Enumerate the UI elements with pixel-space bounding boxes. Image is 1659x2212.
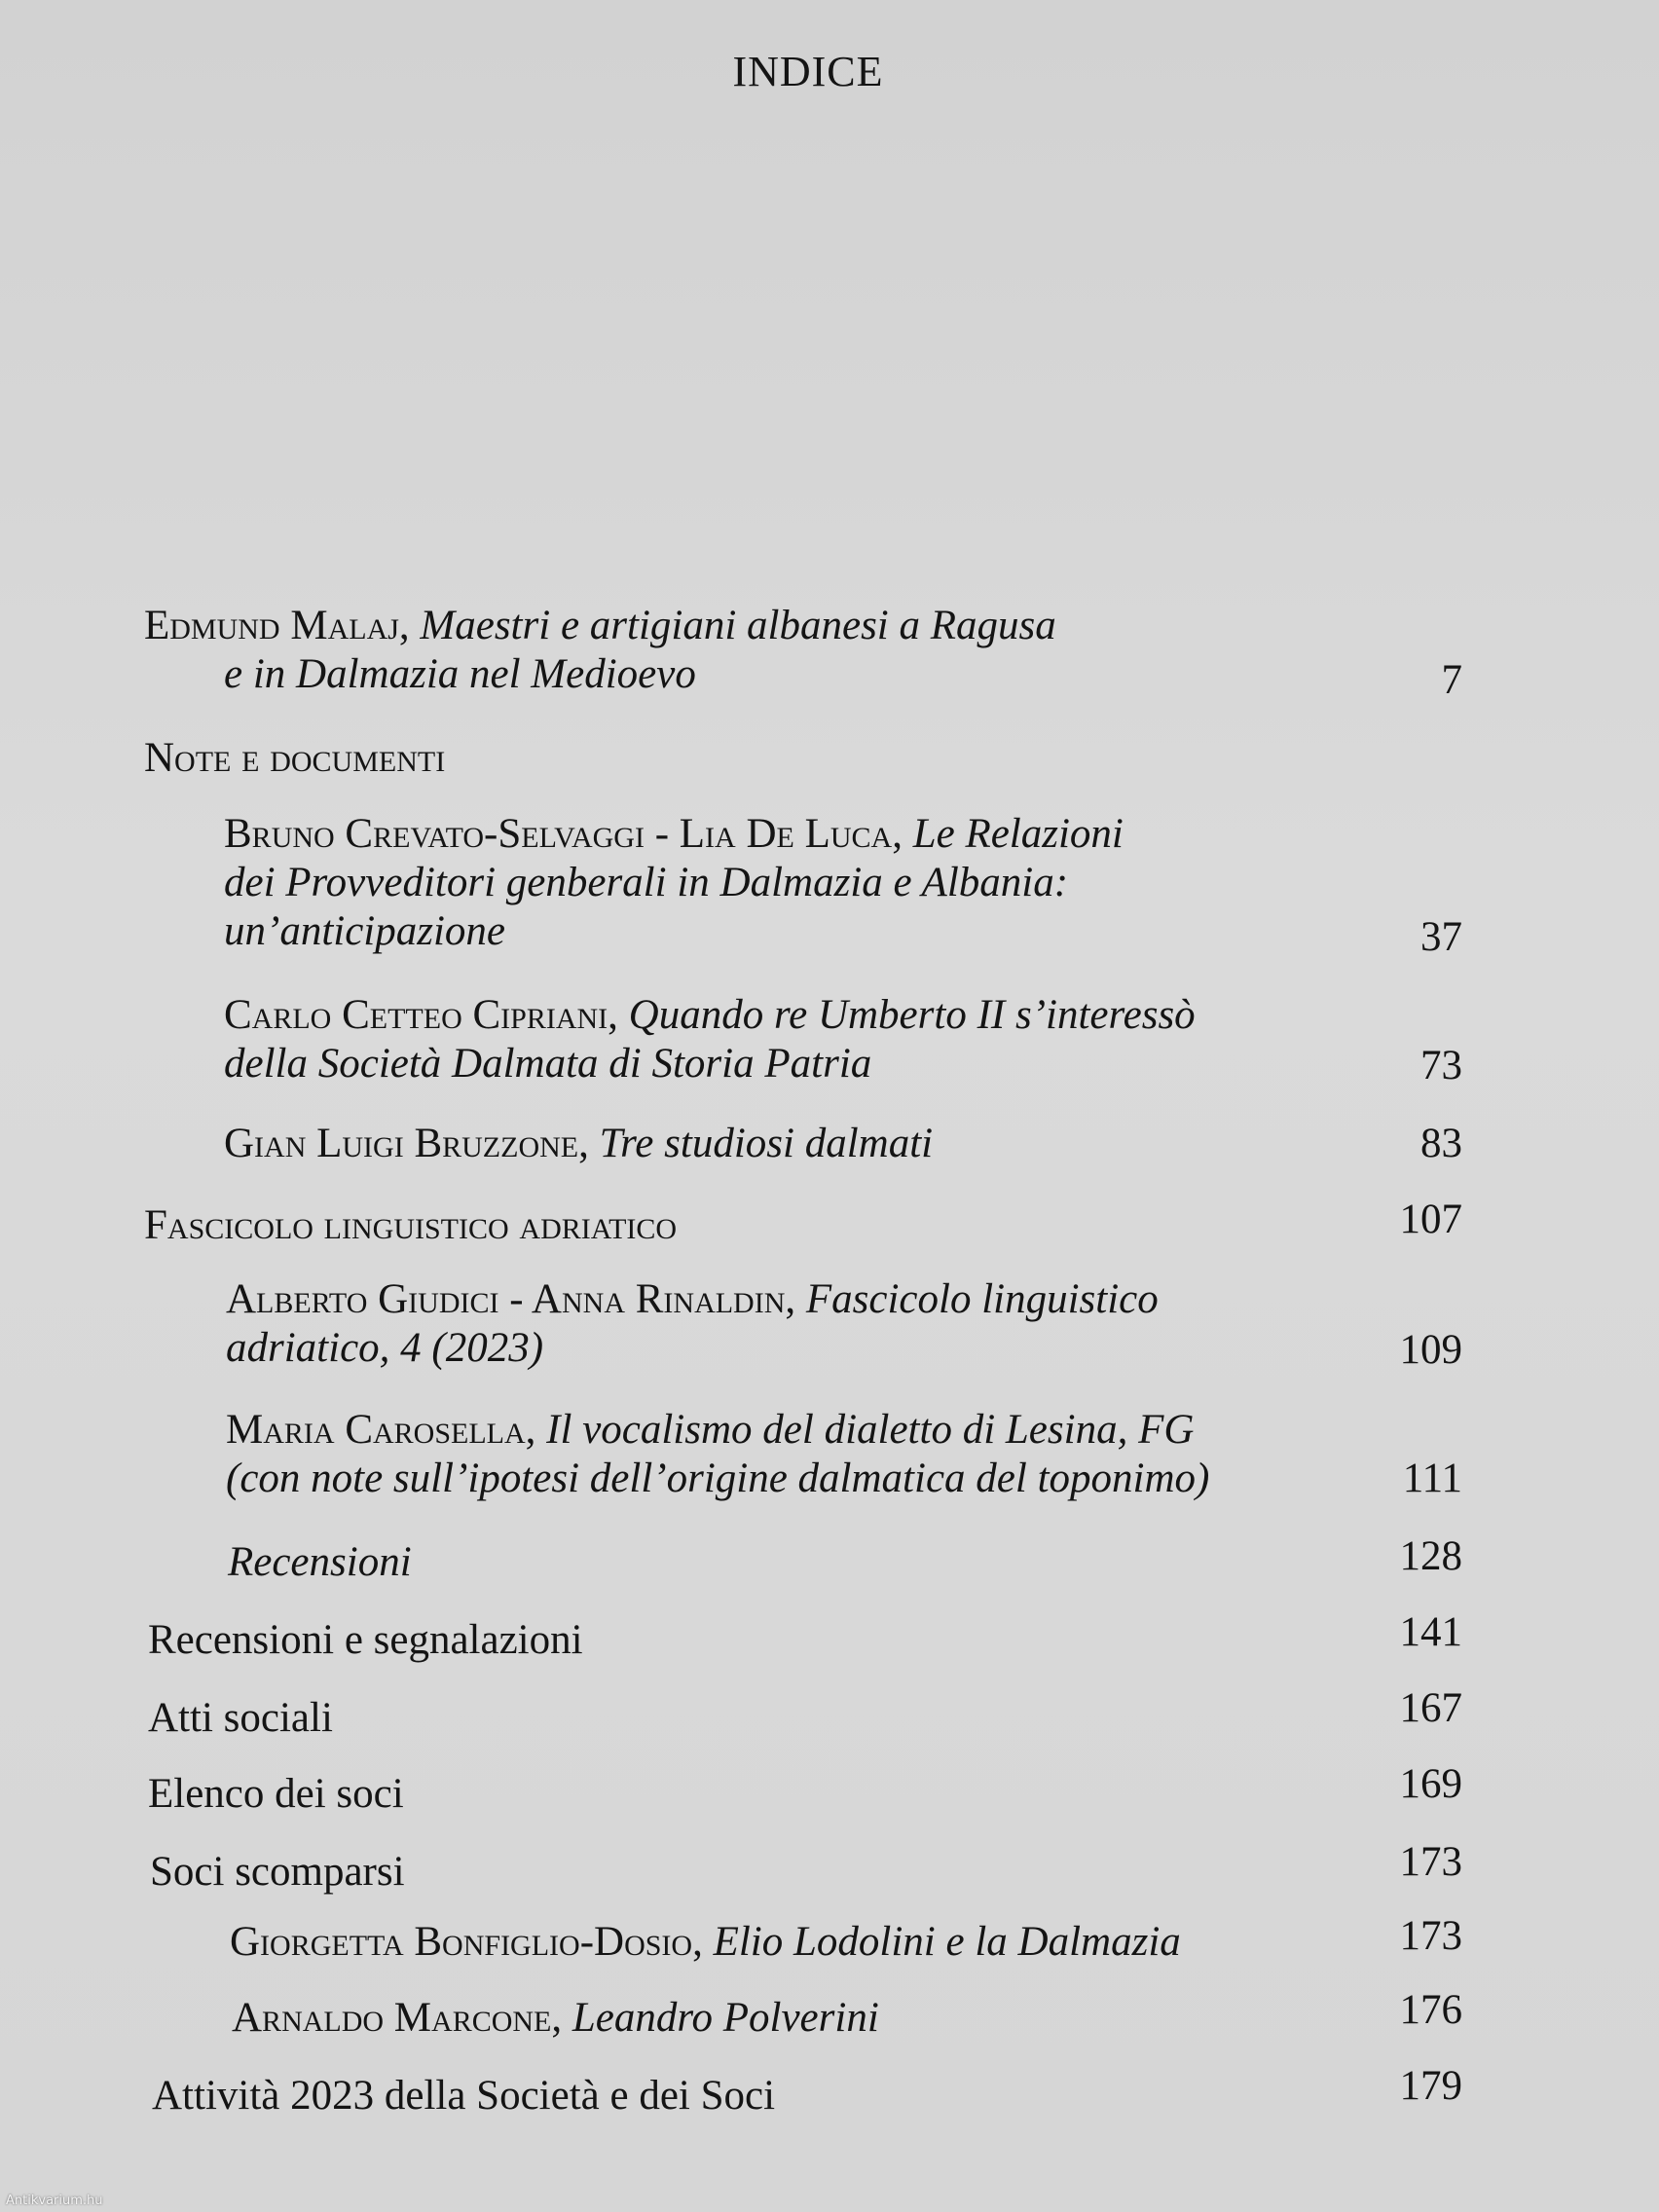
- entry-title-line: adriatico, 4 (2023): [226, 1325, 544, 1371]
- page-number: 173: [1399, 1839, 1462, 1885]
- page-number: 169: [1399, 1761, 1462, 1807]
- toc-entry-elenco-soci: Elenco dei soci: [148, 1771, 404, 1817]
- entry-title-line: Leandro Polverini: [571, 1995, 879, 2041]
- page-number: 83: [1420, 1121, 1462, 1166]
- toc-entry-attivita: Attività 2023 della Società e dei Soci: [152, 2073, 776, 2119]
- author-name: Bruno Crevato-Selvaggi - Lia De Luca: [224, 811, 893, 857]
- page-number: 176: [1399, 1987, 1462, 2033]
- section-heading: Note e documenti: [144, 735, 446, 781]
- entry-title-line: Le Relazioni: [912, 811, 1124, 857]
- entry-title-line: dei Provveditori genberali in Dalmazia e Albania:: [224, 860, 1069, 905]
- toc-entry-recensioni: Recensioni: [228, 1539, 412, 1585]
- entry-title-line: (con note sull’ipotesi dell’origine dalmatica del toponimo): [226, 1456, 1210, 1501]
- toc-entry-crevato: Bruno Crevato-Selvaggi - Lia De Luca, Le Relazioni dei Provveditori genberali in Dalmazia e Albania: un’anticipazione: [224, 811, 1124, 954]
- page-number: 73: [1420, 1043, 1462, 1088]
- entry-title-line: Elio Lodolini e la Dalmazia: [713, 1919, 1181, 1965]
- toc-entry-bruzzone: Gian Luigi Bruzzone, Tre studiosi dalmati: [224, 1121, 934, 1166]
- page-number: 111: [1402, 1456, 1462, 1501]
- entry-title-line: Il vocalismo del dialetto di Lesina, FG: [546, 1407, 1195, 1453]
- page-title: INDICE: [732, 48, 884, 95]
- entry-title-line: e in Dalmazia nel Medioevo: [224, 651, 696, 697]
- author-name: Alberto Giudici - Anna Rinaldin: [226, 1276, 786, 1322]
- page-number: 141: [1399, 1609, 1462, 1655]
- entry-title-line: Quando re Umberto II s’interessò: [628, 992, 1196, 1038]
- entry-title-line: Fascicolo linguistico: [805, 1276, 1159, 1322]
- toc-entry-malaj: Edmund Malaj, Maestri e artigiani albanesi a Ragusa e in Dalmazia nel Medioevo: [144, 603, 1056, 697]
- page-number: 167: [1399, 1685, 1462, 1731]
- entry-title-line: Tre studiosi dalmati: [599, 1121, 934, 1166]
- author-name: Carlo Cetteo Cipriani: [224, 992, 608, 1038]
- toc-entry-atti-sociali: Atti sociali: [148, 1695, 333, 1741]
- section-heading: Fascicolo linguistico adriatico: [144, 1202, 678, 1248]
- watermark: Antikvarium.hu: [6, 2194, 103, 2208]
- author-name: Giorgetta Bonfiglio-Dosio: [230, 1919, 693, 1965]
- author-name: Edmund Malaj: [144, 603, 399, 648]
- author-name: Arnaldo Marcone: [232, 1995, 552, 2041]
- author-name: Gian Luigi Bruzzone: [224, 1121, 579, 1166]
- page-number: 37: [1420, 914, 1462, 960]
- page-number: 179: [1399, 2063, 1462, 2109]
- entry-title-line: un’anticipazione: [224, 908, 506, 954]
- entry-title-line: della Società Dalmata di Storia Patria: [224, 1041, 872, 1087]
- author-name: Maria Carosella: [226, 1407, 526, 1453]
- page-number: 128: [1399, 1533, 1462, 1579]
- page-number: 7: [1441, 657, 1462, 703]
- toc-entry-recensioni-segnalazioni: Recensioni e segnalazioni: [148, 1617, 583, 1663]
- toc-entry-carosella: Maria Carosella, Il vocalismo del dialetto di Lesina, FG (con note sull’ipotesi dell’origine dalmatica del toponimo): [226, 1407, 1210, 1501]
- page-number: 173: [1399, 1913, 1462, 1959]
- toc-entry-marcone: Arnaldo Marcone, Leandro Polverini: [232, 1995, 879, 2041]
- toc-entry-soci-scomparsi: Soci scomparsi: [150, 1849, 405, 1895]
- toc-entry-cipriani: Carlo Cetteo Cipriani, Quando re Umberto II s’interessò della Società Dalmata di Storia Patria: [224, 992, 1196, 1087]
- toc-entry-giudici: Alberto Giudici - Anna Rinaldin, Fascicolo linguistico adriatico, 4 (2023): [226, 1276, 1159, 1371]
- page-number: 107: [1399, 1197, 1462, 1242]
- toc-entry-bonfiglio: Giorgetta Bonfiglio-Dosio, Elio Lodolini e la Dalmazia: [230, 1919, 1181, 1965]
- entry-title-line: Maestri e artigiani albanesi a Ragusa: [420, 603, 1056, 648]
- page-number: 109: [1399, 1327, 1462, 1373]
